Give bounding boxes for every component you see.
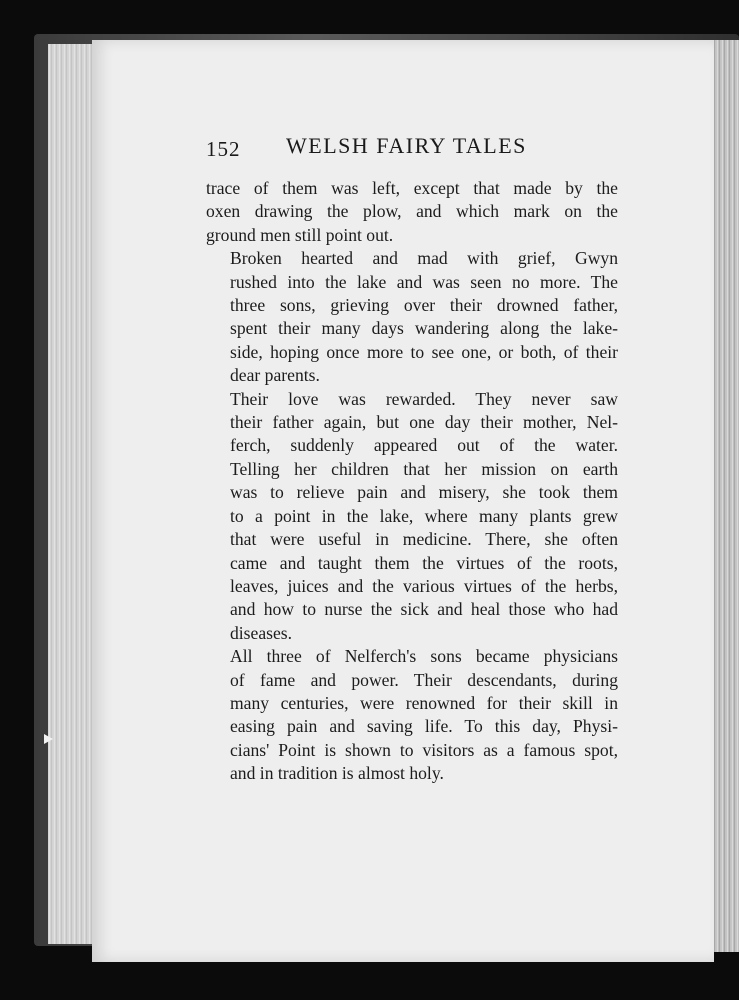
page-edges-right bbox=[711, 40, 739, 952]
running-title: WELSH FAIRY TALES bbox=[286, 133, 527, 158]
text-line: Their love was rewarded. They never saw bbox=[230, 388, 618, 409]
text-line: ferch, suddenly appeared out of the water. bbox=[230, 435, 618, 456]
paragraph bbox=[206, 645, 618, 785]
text-line: three sons, grieving over their drowned father, bbox=[230, 295, 618, 316]
text-line: and how to nurse the sick and heal those who had bbox=[230, 599, 618, 620]
text-line: Broken hearted and mad with grief, Gwyn bbox=[230, 248, 618, 269]
text-line: spent their many days wandering along the lake- bbox=[230, 318, 618, 339]
text-line: All three of Nelferch's sons became physicians bbox=[230, 646, 618, 667]
text-line: Telling her children that her mission on earth bbox=[230, 458, 618, 479]
text-line: was to relieve pain and misery, she took them bbox=[230, 482, 618, 503]
paragraph bbox=[206, 177, 618, 247]
text-line: easing pain and saving life. To this day, Physi- bbox=[230, 716, 618, 737]
text-line: oxen drawing the plow, and which mark on the bbox=[206, 201, 618, 222]
text-line: cians' Point is shown to visitors as a famous spot, bbox=[230, 739, 618, 760]
text-line: leaves, juices and the various virtues of the herbs, bbox=[230, 575, 618, 596]
text-line: diseases. bbox=[230, 622, 293, 643]
text-line: ground men still point out. bbox=[206, 224, 394, 245]
text-line: rushed into the lake and was seen no more. The bbox=[230, 271, 618, 292]
text-line: to a point in the lake, where many plants grew bbox=[230, 505, 618, 526]
text-line: of fame and power. Their descendants, during bbox=[230, 669, 618, 690]
page-header bbox=[206, 133, 616, 163]
paragraph bbox=[206, 388, 618, 645]
text-line: side, hoping once more to see one, or both, of their bbox=[230, 341, 618, 362]
page-number: 152 bbox=[206, 137, 241, 161]
text-line: dear parents. bbox=[230, 365, 320, 386]
text-line: many centuries, were renowned for their skill in bbox=[230, 692, 618, 713]
text-line: came and taught them the virtues of the roots, bbox=[230, 552, 618, 573]
text-line: and in tradition is almost holy. bbox=[230, 763, 444, 784]
text-line: trace of them was left, except that made by the bbox=[206, 178, 618, 198]
text-line: that were useful in medicine. There, she often bbox=[230, 529, 618, 550]
page-marker-icon bbox=[44, 734, 53, 744]
text-line: their father again, but one day their mother, Nel- bbox=[230, 412, 618, 433]
page-body-text bbox=[206, 177, 618, 786]
paragraph bbox=[206, 247, 618, 387]
